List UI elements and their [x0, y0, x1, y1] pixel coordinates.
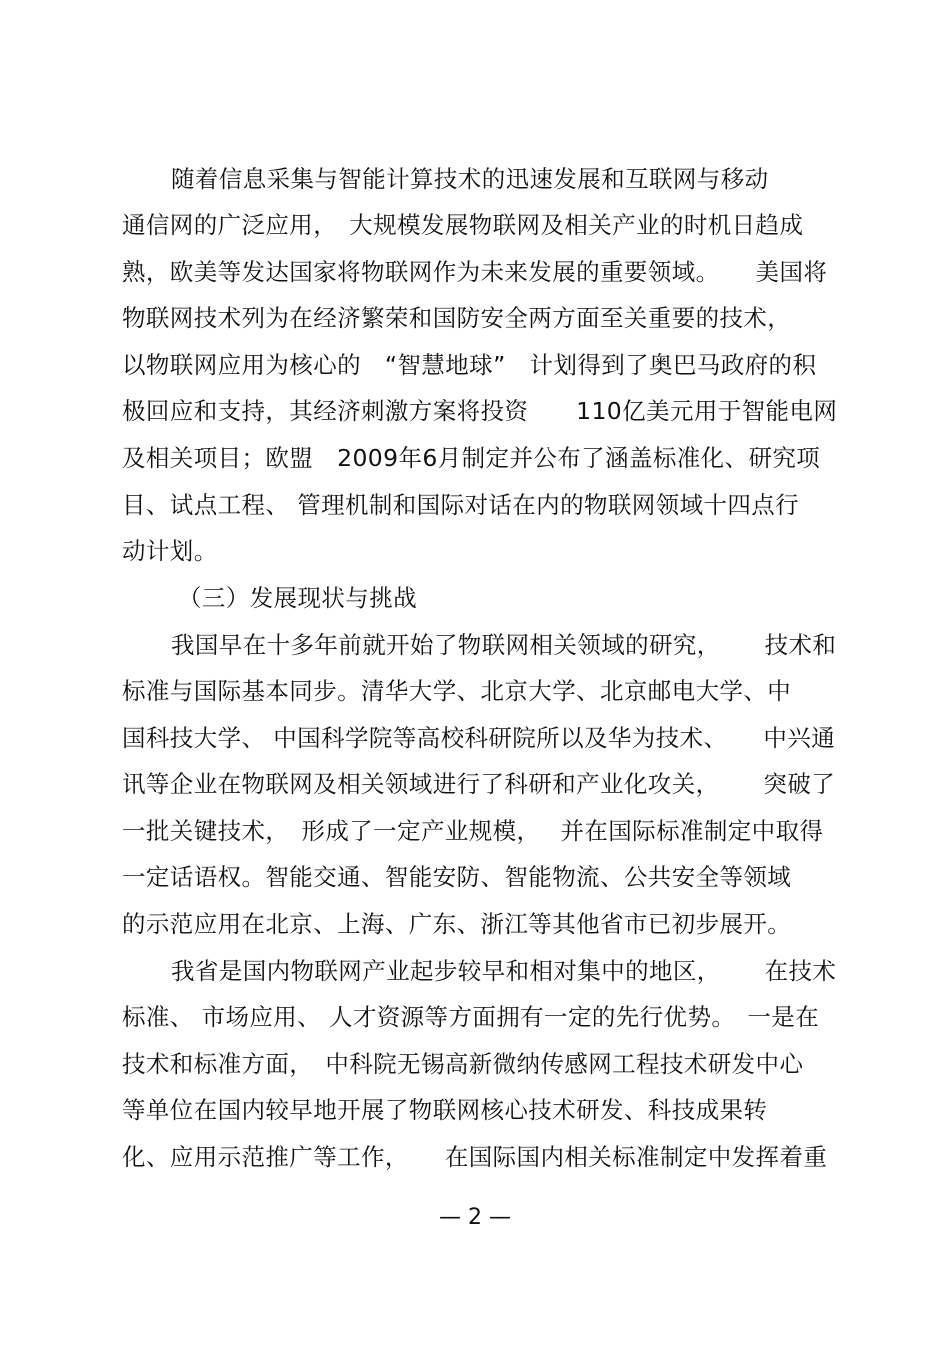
- text-line: 极回应和支持，其经济刺激方案将投资 110亿美元用于智能电网: [122, 397, 838, 425]
- text-line: 讯等企业在物联网及相关领域进行了科研和产业化攻关， 突破了: [122, 770, 836, 798]
- text-line: 动计划。: [122, 537, 218, 565]
- text-line: 标准、 市场应用、 人才资源等方面拥有一定的先行优势。 一是在: [122, 1003, 820, 1031]
- section-heading: （三）发展现状与挑战: [178, 584, 417, 612]
- text-line: 目、试点工程、 管理机制和国际对话在内的物联网领域十四点行: [122, 491, 800, 519]
- text-line: 的示范应用在北京、上海、广东、浙江等其他省市已初步展开。: [122, 910, 792, 938]
- text-line: 化、应用示范推广等工作， 在国际国内相关标准制定中发挥着重: [122, 1143, 828, 1171]
- text-line: 等单位在国内较早地开展了物联网核心技术研发、科技成果转: [122, 1096, 768, 1124]
- text-line: 国科技大学、 中国科学院等高校科研院所以及华为技术、 中兴通: [122, 724, 836, 752]
- text-line: 一定话语权。智能交通、智能安防、智能物流、公共安全等领域: [122, 863, 792, 891]
- page-number: — 2 —: [439, 1205, 511, 1230]
- text-line: 熟，欧美等发达国家将物联网作为未来发展的重要领域。 美国将: [122, 258, 828, 286]
- text-line: 我省是国内物联网产业起步较早和相对集中的地区， 在技术: [171, 957, 837, 985]
- text-line: 一批关键技术， 形成了一定产业规模， 并在国际标准制定中取得: [122, 817, 824, 845]
- text-line: 技术和标准方面， 中科院无锡高新微纳传感网工程技术研发中心: [122, 1050, 804, 1078]
- text-line: 以物联网应用为核心的 “智慧地球” 计划得到了奥巴马政府的积: [122, 351, 817, 379]
- text-line: 物联网技术列为在经济繁荣和国防安全两方面至关重要的技术，: [122, 304, 792, 332]
- text-line: 通信网的广泛应用， 大规模发展物联网及相关产业的时机日趋成: [122, 211, 804, 239]
- text-line: 及相关项目；欧盟 2009年6月制定并公布了涵盖标准化、研究项: [122, 444, 821, 472]
- text-line: 标准与国际基本同步。清华大学、北京大学、北京邮电大学、中: [122, 677, 792, 705]
- text-line: 随着信息采集与智能计算技术的迅速发展和互联网与移动: [171, 165, 769, 193]
- text-line: 我国早在十多年前就开始了物联网相关领域的研究， 技术和: [171, 631, 837, 659]
